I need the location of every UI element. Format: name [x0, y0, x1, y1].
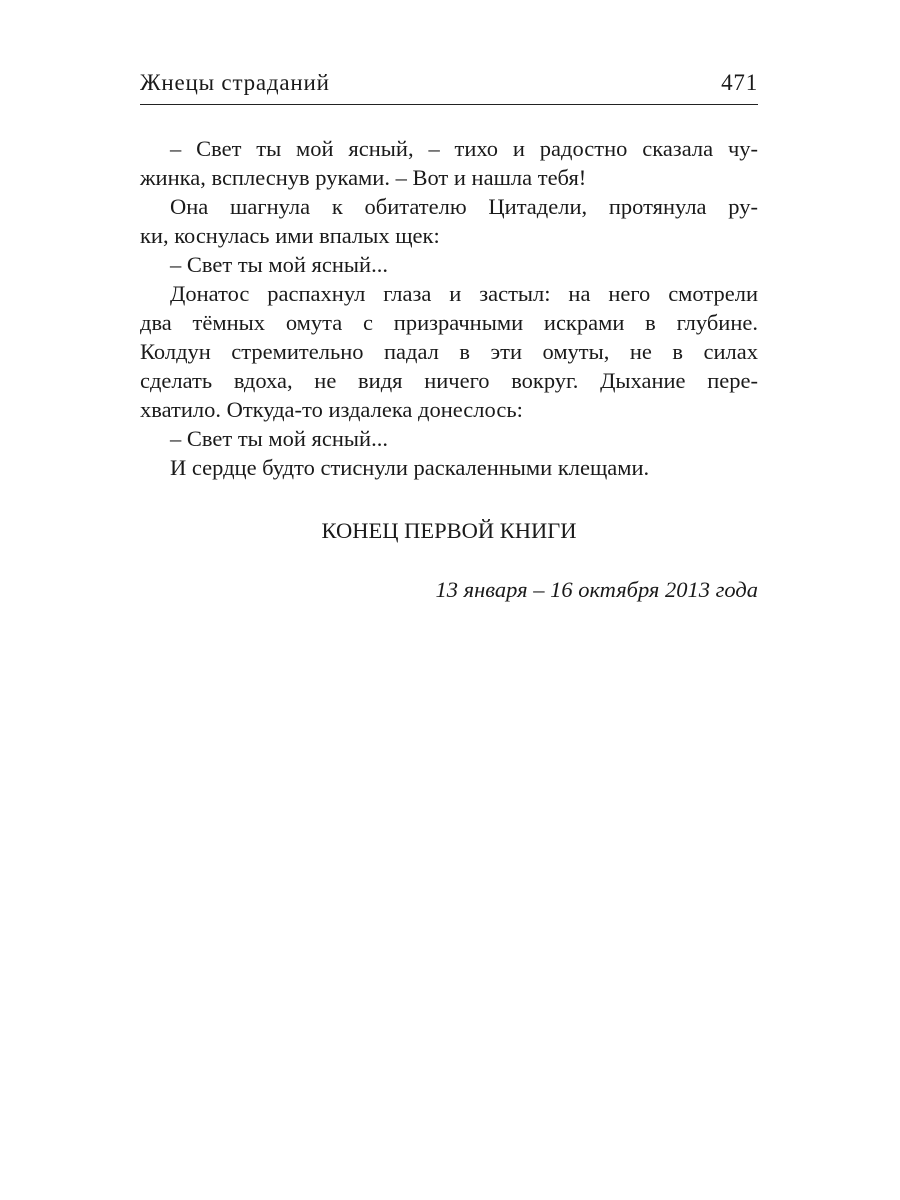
date-line: 13 января – 16 октября 2013 года	[435, 577, 758, 602]
text-line: жинка, всплеснув руками. – Вот и нашла тебя!	[140, 165, 587, 190]
text-line: два тёмных омута с призрачными искрами в глубине.	[140, 310, 758, 335]
text-line: сделать вдоха, не видя ничего вокруг. Дыхание пере-	[140, 368, 758, 393]
running-header	[140, 68, 758, 105]
end-of-book-heading: КОНЕЦ ПЕРВОЙ КНИГИ	[321, 518, 577, 543]
text-line: – Свет ты мой ясный, – тихо и радостно сказала чу-	[170, 136, 758, 161]
text-line: хватило. Откуда-то издалека донеслось:	[140, 397, 523, 422]
body-text	[140, 134, 758, 482]
text-line: И сердце будто стиснули раскаленными клещами.	[170, 455, 650, 480]
text-line: Колдун стремительно падал в эти омуты, не в силах	[140, 339, 758, 364]
text-line: – Свет ты мой ясный...	[170, 426, 388, 451]
running-title: Жнецы страданий	[140, 70, 330, 95]
page-number: 471	[721, 70, 758, 95]
text-line: Она шагнула к обитателю Цитадели, протянула ру-	[170, 194, 758, 219]
text-line: ки, коснулась ими впалых щек:	[140, 223, 440, 248]
text-line: Донатос распахнул глаза и застыл: на него смотрели	[170, 281, 758, 306]
text-line: – Свет ты мой ясный...	[170, 252, 388, 277]
